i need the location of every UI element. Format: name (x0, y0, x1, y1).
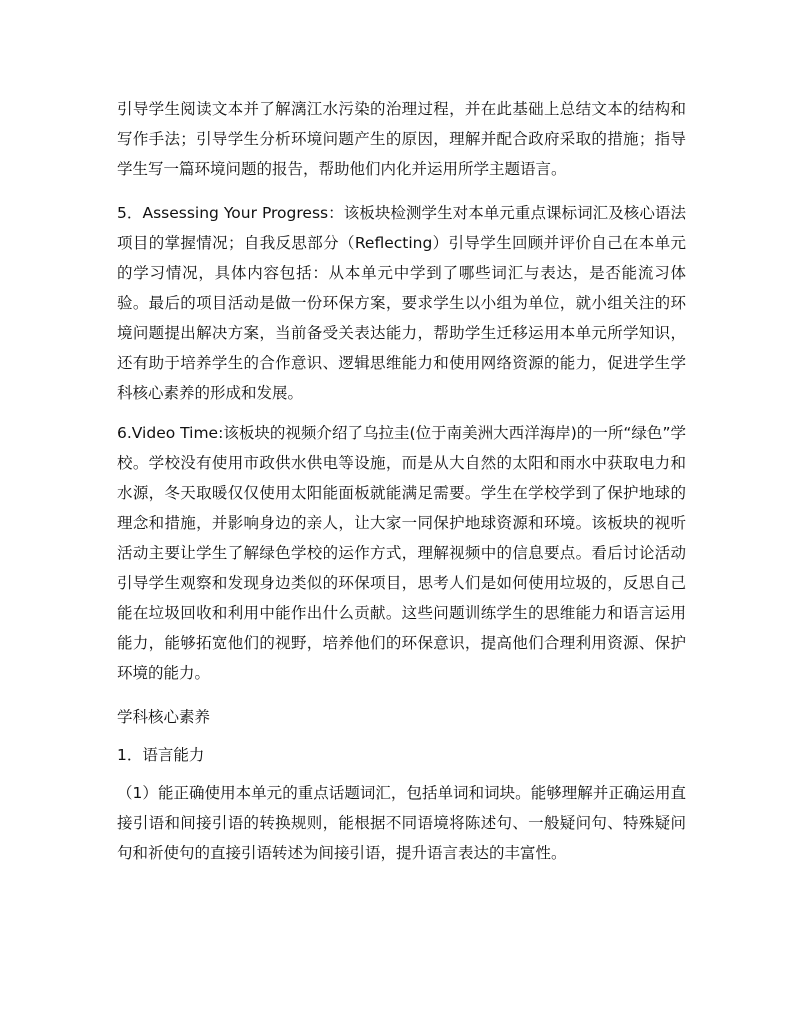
paragraph-video-time: 6.Video Time:该板块的视频介绍了乌拉圭(位于南美洲大西洋海岸)的一所“绿色”学校。学校没有使用市政供水供电等设施，而是从大自然的太阳和雨水中获取电力和水源，冬天取暖仅仅使用太阳能面板就能满足需要。学生在学校学到了保护地球的理念和措施，并影响身边的亲人，让大家一同保护地球资源和环境。该板块的视听活动主要让学生了解绿色学校的运作方式，理解视频中的信息要点。看后讨论活动引导学生观察和发现身边类似的环保项目，思考人们是如何使用垃圾的，反思自己能在垃圾回收和利用中能作出什么贡献。这些问题训练学生的思维能力和语言运用能力，能够拓宽他们的视野，培养他们的环保意识，提高他们合理利用资源、保护环境的能力。 (117, 424, 686, 682)
paragraph-lijiang-reading: 引导学生阅读文本并了解漓江水污染的治理过程，并在此基础上总结文本的结构和写作手法；引导学生分析环境问题产生的原因，理解并配合政府采取的措施；指导学生写一篇环境问题的报告，帮助他们内化并运用所学主题语言。 (117, 100, 686, 178)
subsection-heading-language-ability: 1．语言能力 (117, 746, 205, 764)
section-heading-core-literacy: 学科核心素养 (117, 708, 211, 726)
paragraph-assessing-progress: 5．Assessing Your Progress：该板块检测学生对本单元重点课标词汇及核心语法项目的掌握情况；自我反思部分（Reflecting）引导学生回顾并评价自己在本单元的学习情况，具体内容包括：从本单元中学到了哪些词汇与表达，是否能流习体验。最后的项目活动是做一份环保方案，要求学生以小组为单位，就小组关注的环境问题提出解决方案，当前备受关表达能力，帮助学生迁移运用本单元所学知识，还有助于培养学生的合作意识、逻辑思维能力和使用网络资源的能力，促进学生学科核心素养的形成和发展。 (117, 204, 686, 402)
paragraph-language-ability-1: （1）能正确使用本单元的重点话题词汇，包括单词和词块。能够理解并正确运用直接引语和间接引语的转换规则，能根据不同语境将陈述句、一般疑问句、特殊疑问句和祈使句的直接引语转述为间接引语，提升语言表达的丰富性。 (117, 784, 686, 862)
